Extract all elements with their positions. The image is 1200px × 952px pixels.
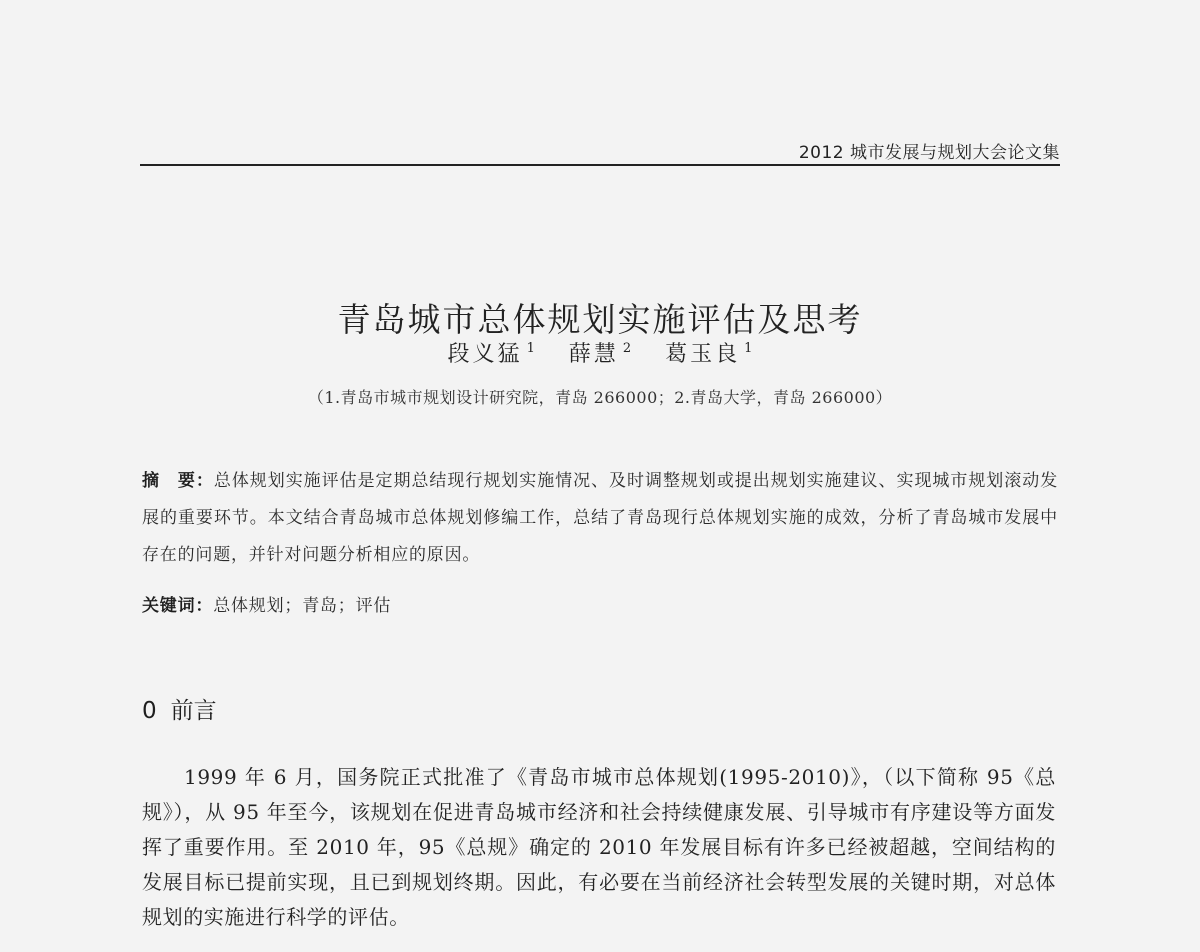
author-name: 段义猛 (447, 342, 523, 367)
author-3 (665, 342, 752, 367)
author-1 (448, 342, 535, 367)
author-affiliation-mark: 1 (526, 341, 535, 356)
keywords (142, 591, 391, 616)
affiliation-line: （1.青岛市城市规划设计研究院，青岛 266000；2.青岛大学，青岛 266000） (307, 388, 893, 407)
abstract (142, 463, 1058, 574)
abstract-text: 总体规划实施评估是定期总结现行规划实施情况、及时调整规划或提出规划实施建议、实现城市规划滚动发展的重要环节。本文结合青岛城市总体规划修编工作，总结了青岛现行总体规划实施的成效，分析了青岛城市发展中存在的问题，并针对问题分析相应的原因。 (142, 471, 1058, 565)
abstract-label: 摘 要： (142, 471, 214, 491)
author-name: 薛慧 (568, 342, 619, 367)
header-rule (140, 164, 1060, 166)
author-2 (569, 342, 631, 367)
author-affiliation-mark: 2 (622, 341, 632, 356)
section-heading (142, 692, 217, 725)
paper-title: 青岛城市总体规划实施评估及思考 (337, 300, 863, 340)
keywords-label: 关键词： (142, 596, 214, 616)
author-list (0, 337, 1200, 368)
body-paragraph: 1999 年 6 月，国务院正式批准了《青岛市城市总体规划(1995-2010)》，（以下简称 95《总规》），从 95 年至今，该规划在促进青岛城市经济和社会持续健康发展、引导城市有序建设等方面发挥了重要作用。至 2010 年，95《总规》确定的 2010 年发展目标有许多已经被超越，空间结构的发展目标已提前实现，且已到规划终期。因此，有必要在当前经济社会转型发展的关键时期，对总体规划的实施进行科学的评估。 (142, 765, 1056, 929)
section-title: 前言 (170, 698, 217, 724)
running-header: 2012 城市发展与规划大会论文集 (798, 143, 1060, 163)
section-number: 0 (142, 698, 157, 724)
keywords-text: 总体规划；青岛；评估 (213, 596, 392, 616)
author-name: 葛玉良 (665, 342, 741, 367)
author-affiliation-mark: 1 (744, 341, 753, 356)
